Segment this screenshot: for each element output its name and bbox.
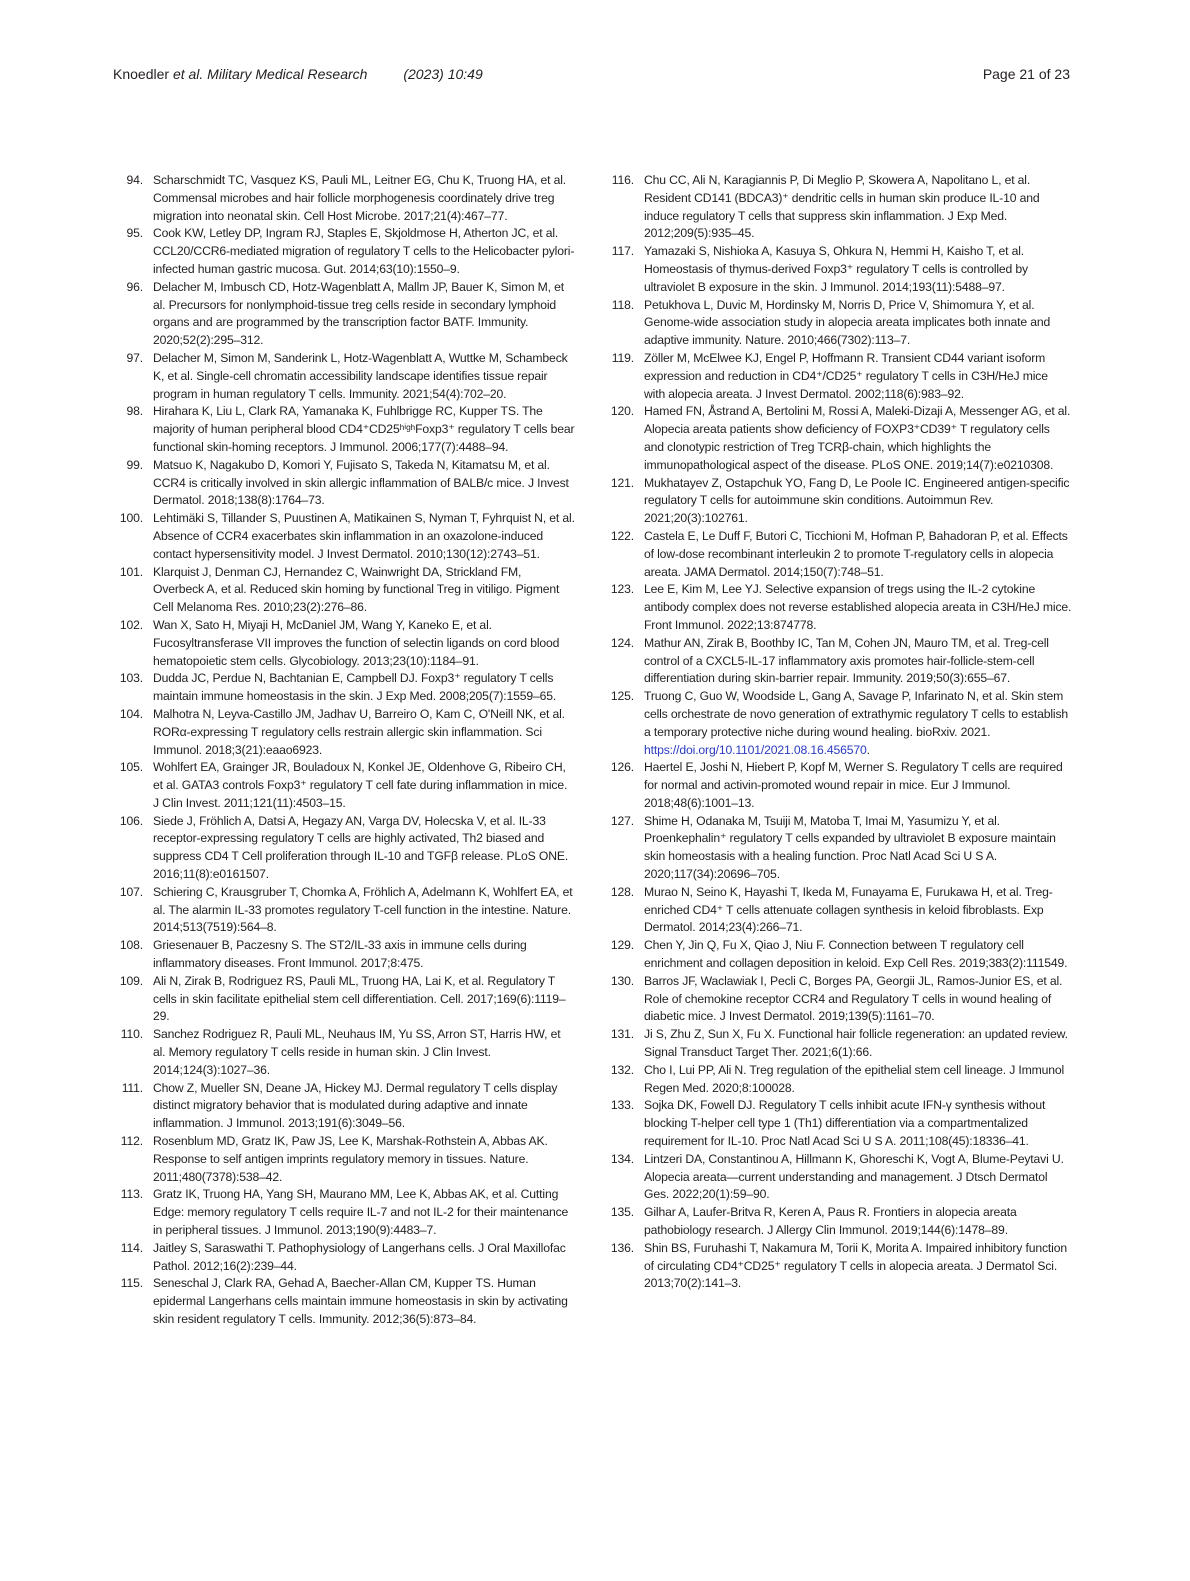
reference-item bbox=[604, 528, 1072, 581]
reference-citation: Klarquist J, Denman CJ, Hernandez C, Wainwright DA, Strickland FM, Overbeck A, et al. Reduced skin homing by functional Treg in vitiligo. Pigment Cell Melanoma Res. 2010;23(2):276–86. bbox=[153, 564, 560, 615]
reference-item bbox=[604, 688, 1072, 759]
reference-text bbox=[153, 1275, 575, 1328]
reference-citation: Shime H, Odanaka M, Tsuiji M, Matoba T, Imai M, Yasumizu Y, et al. Proenkephalin⁺ regulatory T cells expanded by ultraviolet B exposure maintain skin homeostasis with a healing function. Proc Natl Acad Sci U S A. 2020;117(34):20696–705. bbox=[644, 813, 1056, 882]
reference-citation: Gratz IK, Truong HA, Yang SH, Maurano MM, Lee K, Abbas AK, et al. Cutting Edge: memory regulatory T cells require IL-7 and not IL-2 for their maintenance in peripheral tissues. J Immunol. 2013;190(9):4483–7. bbox=[153, 1187, 569, 1238]
reference-number: 117. bbox=[611, 244, 634, 259]
running-head bbox=[113, 63, 483, 85]
reference-number: 133. bbox=[610, 1098, 634, 1113]
page-header bbox=[113, 63, 1070, 85]
reference-citation: Seneschal J, Clark RA, Gehad A, Baecher-Allan CM, Kupper TS. Human epidermal Langerhans cells maintain immune homeostasis in skin by activating skin resident regulatory T cells. Immunity. 2012;36(5):873–84. bbox=[153, 1276, 568, 1326]
reference-number: 113. bbox=[120, 1187, 143, 1202]
reference-number: 97. bbox=[126, 350, 143, 365]
reference-number: 111. bbox=[121, 1080, 143, 1095]
reference-citation: Matsuo K, Nagakubo D, Komori Y, Fujisato S, Takeda N, Kitamatsu M, et al. CCR4 is critically involved in skin allergic inflammation of BALB/c mice. J Invest Dermatol. 2018;138(8):1764–73. bbox=[153, 457, 569, 508]
reference-text bbox=[153, 172, 575, 225]
reference-item bbox=[604, 350, 1072, 403]
reference-number: 106. bbox=[119, 813, 143, 828]
reference-citation: Scharschmidt TC, Vasquez KS, Pauli ML, Leitner EG, Chu K, Truong HA, et al. Commensal microbes and hair follicle morphogenesis coordinately drive treg migration into neonatal skin. Cell Host Microbe. 2017;21(4):467–77. bbox=[153, 173, 567, 223]
reference-number: 135. bbox=[610, 1205, 634, 1220]
reference-item bbox=[604, 1062, 1072, 1098]
reference-citation: Yamazaki S, Nishioka A, Kasuya S, Ohkura N, Hemmi H, Kaisho T, et al. Homeostasis of thymus-derived Foxp3⁺ regulatory T cells is controlled by ultraviolet B exposure in the skin. J Immunol. 2014;193(11):5488–97. bbox=[644, 244, 1028, 294]
reference-number: 114. bbox=[120, 1240, 143, 1255]
reference-item bbox=[604, 243, 1072, 296]
reference-number: 118. bbox=[611, 297, 634, 312]
reference-citation: Ali N, Zirak B, Rodriguez RS, Pauli ML, Truong HA, Lai K, et al. Regulatory T cells in skin facilitate epithelial stem cell differentiation. Cell. 2017;169(6):1119–29. bbox=[153, 973, 566, 1024]
reference-item bbox=[113, 937, 575, 973]
reference-text bbox=[153, 225, 575, 278]
reference-number: 94. bbox=[126, 173, 143, 187]
reference-number: 134. bbox=[610, 1151, 634, 1166]
reference-item bbox=[113, 564, 575, 617]
running-head-journal: et al. Military Medical Research bbox=[172, 66, 368, 82]
reference-citation: Chu CC, Ali N, Karagiannis P, Di Meglio P, Skowera A, Napolitano L, et al. Resident CD141 (BDCA3)⁺ dendritic cells in human skin produce IL-10 and induce regulatory T cells that suppress skin inflammation. J Exp Med. 2012;209(5):935–45. bbox=[644, 173, 1040, 241]
reference-text bbox=[153, 403, 575, 456]
reference-text bbox=[644, 581, 1072, 634]
reference-number: 128. bbox=[610, 884, 634, 899]
reference-citation: Lintzeri DA, Constantinou A, Hillmann K, Ghoreschi K, Vogt A, Blume-Peytavi U. Alopecia areata—current understanding and management. J Dtsch Dermatol Ges. 2022;20(1):59–90. bbox=[644, 1151, 1064, 1202]
reference-citation: Wan X, Sato H, Miyaji H, McDaniel JM, Wang Y, Kaneko E, et al. Fucosyltransferase VII improves the function of selectin ligands on cord blood hematopoietic stem cells. Glycobiology. 2013;23(10):1184–91. bbox=[153, 617, 560, 668]
reference-citation: Haertel E, Joshi N, Hiebert P, Kopf M, Werner S. Regulatory T cells are required for normal and activin-promoted wound repair in mice. Eur J Immunol. 2018;48(6):1001–13. bbox=[644, 760, 1063, 810]
reference-item bbox=[604, 1204, 1072, 1240]
reference-citation: Chen Y, Jin Q, Fu X, Qiao J, Niu F. Connection between T regulatory cell enrichment and collagen deposition in keloid. Exp Cell Res. 2019;383(2):111549. bbox=[644, 938, 1068, 971]
reference-citation: Truong C, Guo W, Woodside L, Gang A, Savage P, Infarinato N, et al. Skin stem cells orchestrate de novo generation of extrathymic regulatory T cells to establish a temporary protective niche during wound healing. bioRxiv. 2021. bbox=[644, 689, 1069, 739]
reference-item bbox=[113, 1080, 575, 1133]
reference-citation: Delacher M, Imbusch CD, Hotz-Wagenblatt A, Mallm JP, Bauer K, Simon M, et al. Precursors for nonlymphoid-tissue treg cells reside in secondary lymphoid organs and are programmed by the transcription factor BATF. Immunity. 2020;52(2):295–312. bbox=[153, 279, 565, 348]
reference-text bbox=[153, 706, 575, 759]
reference-citation: Rosenblum MD, Gratz IK, Paw JS, Lee K, Marshak-Rothstein A, Abbas AK. Response to self antigen imprints regulatory memory in tissues. Nature. 2011;480(7378):538–42. bbox=[153, 1134, 548, 1184]
reference-citation: Wohlfert EA, Grainger JR, Bouladoux N, Konkel JE, Oldenhove G, Ribeiro CH, et al. GATA3 controls Foxp3⁺ regulatory T cell fate during inflammation in mice. J Clin Invest. 2011;121(11):4503–15. bbox=[153, 760, 568, 810]
reference-text bbox=[644, 172, 1072, 243]
reference-number: 101. bbox=[119, 564, 143, 579]
reference-text bbox=[644, 1204, 1072, 1240]
reference-item bbox=[604, 1240, 1072, 1293]
reference-number: 127. bbox=[610, 813, 634, 828]
reference-citation: Shin BS, Furuhashi T, Nakamura M, Torii K, Morita A. Impaired inhibitory function of circulating CD4⁺CD25⁺ regulatory T cells in alopecia areata. J Dermatol Sci. 2013;70(2):141–3. bbox=[644, 1240, 1067, 1291]
reference-citation: Malhotra N, Leyva-Castillo JM, Jadhav U, Barreiro O, Kam C, O'Neill NK, et al. RORα-expressing T regulatory cells restrain allergic skin inflammation. Sci Immunol. 2018;3(21):eaao6923. bbox=[153, 706, 565, 757]
reference-citation: Barros JF, Waclawiak I, Pecli C, Borges PA, Georgii JL, Ramos-Junior ES, et al. Role of chemokine receptor CCR4 and Regulatory T cells in wound healing of diabetic mice. J Invest Dermatol. 2019;139(5):1161–70. bbox=[644, 973, 1063, 1024]
reference-item bbox=[113, 617, 575, 670]
reference-number: 116. bbox=[611, 173, 634, 187]
reference-number: 105. bbox=[119, 760, 143, 775]
reference-citation: Sojka DK, Fowell DJ. Regulatory T cells inhibit acute IFN-γ synthesis without blocking T-helper cell type 1 (Th1) differentiation via a compartmentalized requirement for IL-10. Proc Natl Acad Sci U S A. 2011;108(45):18336–41. bbox=[644, 1098, 1046, 1149]
reference-text bbox=[153, 617, 575, 670]
reference-text bbox=[153, 350, 575, 403]
reference-text bbox=[644, 297, 1072, 350]
reference-citation: Murao N, Seino K, Hayashi T, Ikeda M, Funayama E, Furukawa H, et al. Treg-enriched CD4⁺ T cells attenuate collagen synthesis in keloid fibroblasts. Exp Dermatol. 2014;23(4):266–71. bbox=[644, 884, 1053, 935]
reference-item bbox=[113, 172, 575, 225]
reference-text bbox=[153, 510, 575, 563]
reference-text bbox=[644, 813, 1072, 884]
reference-text bbox=[153, 457, 575, 510]
reference-citation: Hamed FN, Åstrand A, Bertolini M, Rossi A, Maleki-Dizaji A, Messenger AG, et al. Alopecia areata patients show deficiency of FOXP3⁺CD39⁺ T regulatory cells and clonotypic restriction of Treg TCRβ-chain, which highlights the immunopathological aspect of the disease. PLoS ONE. 2019;14(7):e0210308. bbox=[644, 404, 1071, 472]
reference-number: 107. bbox=[119, 884, 143, 899]
reference-item bbox=[604, 635, 1072, 688]
reference-item bbox=[113, 350, 575, 403]
reference-citation: Cook KW, Letley DP, Ingram RJ, Staples E, Skjoldmose H, Atherton JC, et al. CCL20/CCR6-mediated migration of regulatory T cells to the Helicobacter pylori-infected human gastric mucosa. Gut. 2014;63(10):1550–9. bbox=[153, 226, 575, 276]
reference-item bbox=[604, 581, 1072, 634]
reference-number: 95. bbox=[126, 226, 143, 241]
reference-citation: Gilhar A, Laufer-Britva R, Keren A, Paus R. Frontiers in alopecia areata pathobiology research. J Allergy Clin Immunol. 2019;144(6):1478–89. bbox=[644, 1205, 1017, 1238]
running-head-year-volume: (2023) 10:49 bbox=[403, 66, 483, 82]
reference-text bbox=[153, 1186, 575, 1239]
reference-item bbox=[113, 457, 575, 510]
reference-text bbox=[644, 1097, 1072, 1150]
reference-item bbox=[113, 225, 575, 278]
reference-text bbox=[644, 403, 1072, 474]
reference-item bbox=[604, 1026, 1072, 1062]
reference-text bbox=[153, 813, 575, 884]
reference-number: 126. bbox=[610, 760, 634, 775]
reference-number: 96. bbox=[126, 279, 143, 294]
doi-link[interactable]: https://doi.org/10.1101/2021.08.16.456570 bbox=[644, 742, 867, 757]
reference-item bbox=[113, 973, 575, 1026]
reference-item bbox=[604, 475, 1072, 528]
reference-item bbox=[113, 403, 575, 456]
reference-citation: Dudda JC, Perdue N, Bachtanian E, Campbell DJ. Foxp3⁺ regulatory T cells maintain immune homeostasis in the skin. J Exp Med. 2008;205(7):1559–65. bbox=[153, 671, 557, 704]
reference-item bbox=[113, 670, 575, 706]
reference-text bbox=[153, 1133, 575, 1186]
reference-text bbox=[644, 1026, 1072, 1062]
reference-item bbox=[604, 937, 1072, 973]
reference-item bbox=[113, 884, 575, 937]
reference-item bbox=[113, 1026, 575, 1079]
reference-citation: Chow Z, Mueller SN, Deane JA, Hickey MJ. Dermal regulatory T cells display distinct migratory behavior that is modulated during adaptive and innate inflammation. J Immunol. 2013;191(6):3049–56. bbox=[153, 1080, 558, 1131]
reference-column-right bbox=[604, 172, 1072, 1293]
reference-citation: Delacher M, Simon M, Sanderink L, Hotz-Wagenblatt A, Wuttke M, Schambeck K, et al. Single-cell chromatin accessibility landscape identifies tissue repair program in human regulatory T cells. Immunity. 2021;54(4):702–20. bbox=[153, 350, 568, 401]
page-number: Page 21 of 23 bbox=[982, 66, 1070, 82]
reference-item bbox=[113, 1240, 575, 1276]
reference-citation: Jaitley S, Saraswathi T. Pathophysiology of Langerhans cells. J Oral Maxillofac Pathol. 2012;16(2):239–44. bbox=[153, 1240, 566, 1273]
reference-text bbox=[153, 670, 575, 706]
reference-number: 112. bbox=[120, 1134, 143, 1149]
reference-citation: Schiering C, Krausgruber T, Chomka A, Fröhlich A, Adelmann K, Wohlfert EA, et al. The alarmin IL-33 promotes regulatory T-cell function in the intestine. Nature. 2014;513(7519):564–8. bbox=[153, 884, 573, 935]
reference-citation: Mathur AN, Zirak B, Boothby IC, Tan M, Cohen JN, Mauro TM, et al. Treg-cell control of a CXCL5-IL-17 inflammatory axis promotes hair-follicle-stem-cell differentiation during skin-barrier repair. Immunity. 2019;50(3):655–67. bbox=[644, 635, 1049, 686]
reference-text bbox=[153, 937, 575, 973]
reference-citation: Castela E, Le Duff F, Butori C, Ticchioni M, Hofman P, Bahadoran P, et al. Effects of low-dose recombinant interleukin 2 to promote T-regulatory cells in alopecia areata. JAMA Dermatol. 2014;150(7):748–51. bbox=[644, 528, 1068, 579]
reference-text bbox=[153, 1080, 575, 1133]
reference-text bbox=[644, 1240, 1072, 1293]
reference-text bbox=[153, 1026, 575, 1079]
reference-number: 121. bbox=[610, 475, 634, 490]
reference-text bbox=[153, 1240, 575, 1276]
reference-text bbox=[644, 688, 1072, 759]
reference-text bbox=[644, 937, 1072, 973]
reference-citation: Lee E, Kim M, Lee YJ. Selective expansion of tregs using the IL-2 cytokine antibody complex does not reverse established alopecia areata in C3H/HeJ mice. Front Immunol. 2022;13:874778. bbox=[644, 582, 1072, 632]
reference-item bbox=[604, 172, 1072, 243]
reference-number: 125. bbox=[610, 689, 634, 704]
reference-citation: Petukhova L, Duvic M, Hordinsky M, Norris D, Price V, Shimomura Y, et al. Genome-wide association study in alopecia areata implicates both innate and adaptive immunity. Nature. 2010;466(7302):113–7. bbox=[644, 297, 1051, 348]
reference-number: 122. bbox=[610, 528, 634, 543]
reference-citation: Zöller M, McElwee KJ, Engel P, Hoffmann R. Transient CD44 variant isoform expression and reduction in CD4⁺/CD25⁺ regulatory T cells in C3H/HeJ mice with alopecia areata. J Invest Dermatol. 2002;118(6):983–92. bbox=[644, 350, 1048, 401]
reference-item bbox=[113, 813, 575, 884]
doi-link-suffix: . bbox=[866, 742, 870, 757]
reference-citation: Siede J, Fröhlich A, Datsi A, Hegazy AN, Varga DV, Holecska V, et al. IL-33 receptor-expressing regulatory T cells are highly activated, Th2 biased and suppress CD4 T Cell proliferation through IL-10 and TGFβ release. PLoS ONE. 2016;11(8):e0161507. bbox=[153, 813, 569, 882]
reference-item bbox=[604, 973, 1072, 1026]
reference-text bbox=[644, 884, 1072, 937]
reference-number: 119. bbox=[611, 350, 634, 365]
reference-item bbox=[113, 279, 575, 350]
reference-number: 103. bbox=[119, 671, 143, 686]
reference-citation: Hirahara K, Liu L, Clark RA, Yamanaka K, Fuhlbrigge RC, Kupper TS. The majority of human peripheral blood CD4⁺CD25ʰⁱᵍʰFoxp3⁺ regulatory T cells bear functional skin-homing receptors. J Immunol. 2006;177(7):4488–94. bbox=[153, 404, 575, 454]
reference-number: 120. bbox=[610, 404, 634, 419]
reference-text bbox=[644, 350, 1072, 403]
reference-text bbox=[153, 279, 575, 350]
reference-number: 123. bbox=[610, 582, 634, 597]
reference-citation: Cho I, Lui PP, Ali N. Treg regulation of the epithelial stem cell lineage. J Immunol Regen Med. 2020;8:100028. bbox=[644, 1062, 1065, 1095]
reference-item bbox=[604, 884, 1072, 937]
reference-text bbox=[644, 973, 1072, 1026]
reference-column-left bbox=[113, 172, 575, 1329]
reference-text bbox=[153, 564, 575, 617]
reference-number: 110. bbox=[120, 1027, 143, 1042]
reference-citation: Sanchez Rodriguez R, Pauli ML, Neuhaus IM, Yu SS, Arron ST, Harris HW, et al. Memory regulatory T cells reside in human skin. J Clin Invest. 2014;124(3):1027–36. bbox=[153, 1027, 561, 1077]
reference-text bbox=[644, 1062, 1072, 1098]
reference-citation: Griesenauer B, Paczesny S. The ST2/IL-33 axis in immune cells during inflammatory diseases. Front Immunol. 2017;8:475. bbox=[153, 938, 527, 971]
reference-text bbox=[153, 759, 575, 812]
reference-number: 104. bbox=[119, 706, 143, 721]
reference-number: 124. bbox=[610, 635, 634, 650]
reference-number: 130. bbox=[610, 973, 634, 988]
reference-item bbox=[113, 510, 575, 563]
reference-number: 108. bbox=[119, 938, 143, 953]
reference-number: 132. bbox=[610, 1062, 634, 1077]
reference-item bbox=[604, 759, 1072, 812]
reference-text bbox=[644, 759, 1072, 812]
reference-text bbox=[644, 528, 1072, 581]
reference-text bbox=[644, 243, 1072, 296]
reference-text bbox=[644, 1151, 1072, 1204]
reference-number: 131. bbox=[610, 1027, 634, 1042]
reference-citation: Mukhatayev Z, Ostapchuk YO, Fang D, Le Poole IC. Engineered antigen-specific regulatory T cells for autoimmune skin conditions. Autoimmun Rev. 2021;20(3):102761. bbox=[644, 475, 1070, 526]
running-head-author: Knoedler bbox=[113, 66, 170, 82]
reference-number: 99. bbox=[126, 457, 143, 472]
reference-item bbox=[113, 1186, 575, 1239]
reference-number: 109. bbox=[119, 973, 143, 988]
reference-citation: Lehtimäki S, Tillander S, Puustinen A, Matikainen S, Nyman T, Fyhrquist N, et al. Absence of CCR4 exacerbates skin inflammation in an oxazolone-induced contact hypersensitivity model. J Invest Dermatol. 2010;130(12):2743–51. bbox=[153, 511, 575, 561]
reference-item bbox=[113, 1275, 575, 1328]
reference-number: 115. bbox=[120, 1276, 143, 1291]
reference-text bbox=[644, 635, 1072, 688]
reference-item bbox=[113, 759, 575, 812]
reference-item bbox=[604, 813, 1072, 884]
reference-number: 102. bbox=[119, 617, 143, 632]
reference-item bbox=[113, 1133, 575, 1186]
reference-item bbox=[604, 1151, 1072, 1204]
reference-item bbox=[113, 706, 575, 759]
reference-text bbox=[153, 884, 575, 937]
reference-number: 100. bbox=[119, 511, 143, 526]
reference-number: 136. bbox=[610, 1240, 634, 1255]
reference-text bbox=[644, 475, 1072, 528]
reference-item bbox=[604, 403, 1072, 474]
reference-item bbox=[604, 297, 1072, 350]
reference-item bbox=[604, 1097, 1072, 1150]
reference-citation: Ji S, Zhu Z, Sun X, Fu X. Functional hair follicle regeneration: an updated review. Signal Transduct Target Ther. 2021;6(1):66. bbox=[644, 1027, 1068, 1060]
reference-number: 98. bbox=[126, 404, 143, 419]
reference-text bbox=[153, 973, 575, 1026]
reference-number: 129. bbox=[610, 938, 634, 953]
